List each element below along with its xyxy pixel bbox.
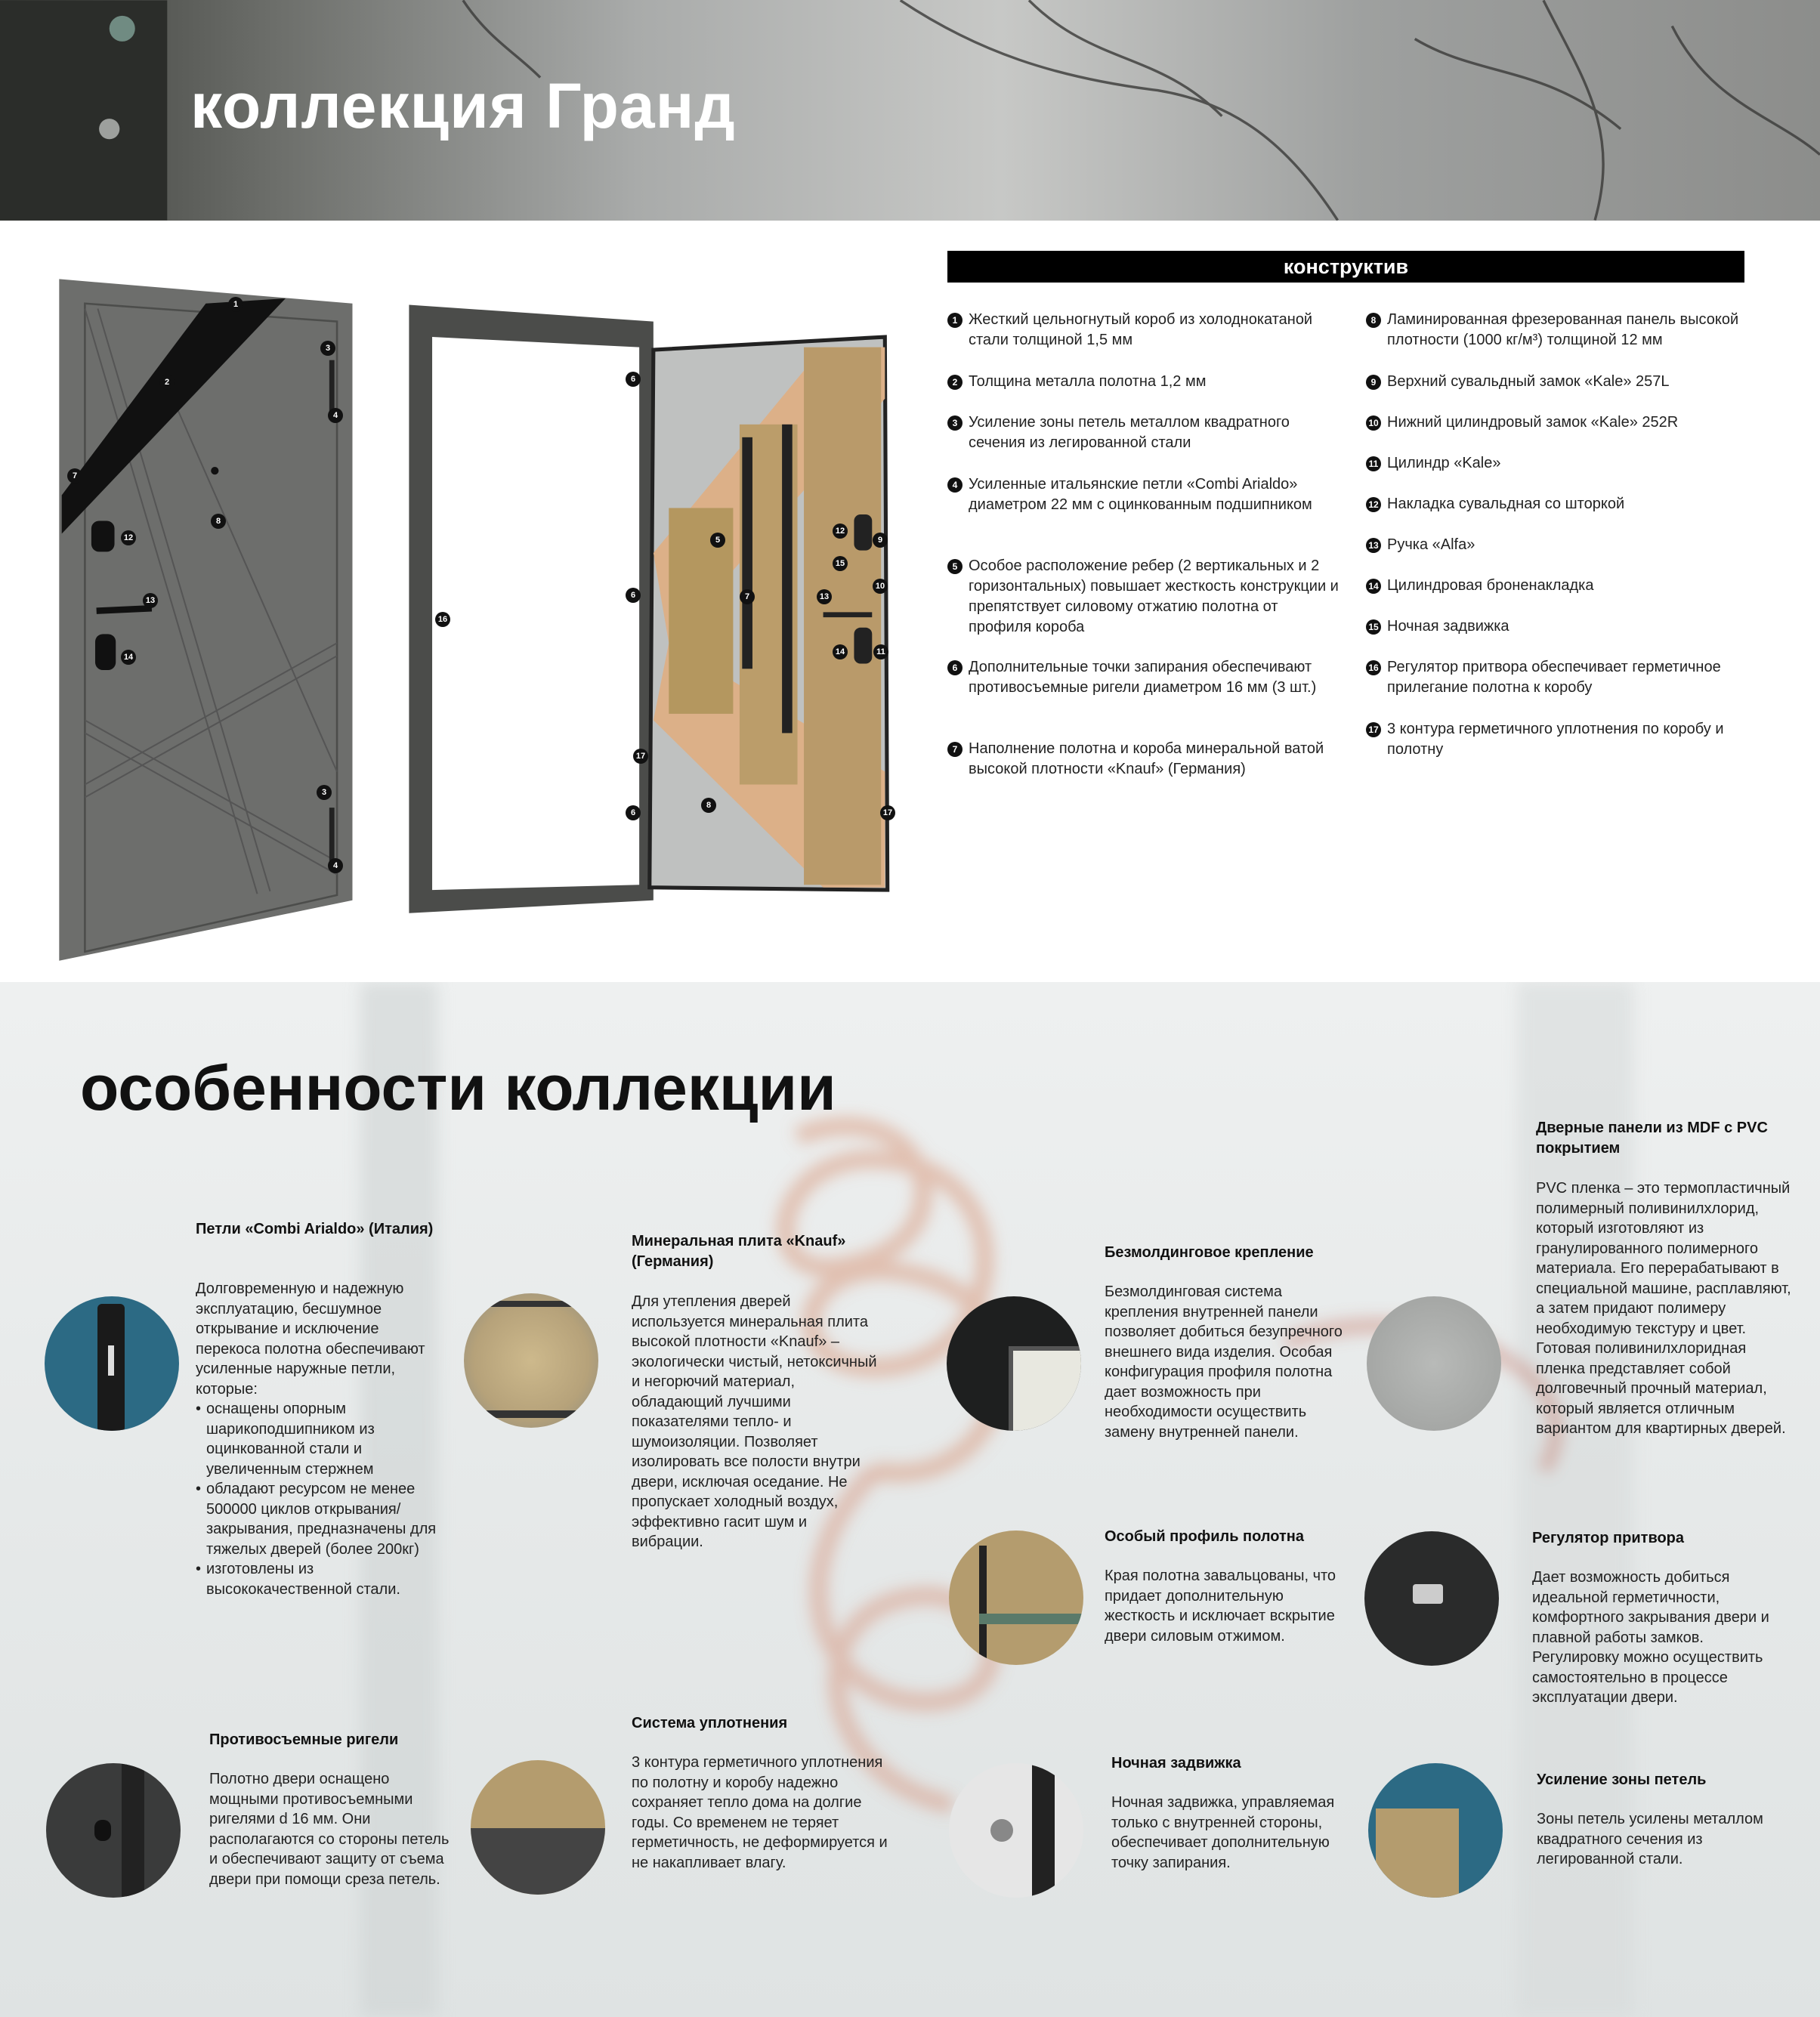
marker: 16: [435, 612, 450, 627]
number-badge: 11: [1366, 456, 1381, 471]
feature-text: Края полотна завальцованы, что придает дополнительную жесткость и исключает вскрытие двери силовым отжимом.: [1105, 1568, 1336, 1645]
feature-title: Система уплотнения: [632, 1715, 788, 1731]
number-badge: 16: [1366, 660, 1381, 675]
bullet: • обладают ресурсом не менее 500000 циклов открывания/ закрывания, предназначены для тяжелых дверей (более 200кг): [196, 1479, 445, 1559]
construction-item: [1366, 412, 1759, 433]
item-text: Накладка сувальдная со шторкой: [1387, 496, 1625, 512]
item-text: Особое расположение ребер (2 вертикальных и 2 горизонтальных) повышает жесткость конструкции и препятствует силовому отжатию полотна от профиля короба: [969, 558, 1339, 635]
marker: 7: [67, 468, 82, 483]
construction-item: [1366, 372, 1759, 392]
item-text: Толщина металла полотна 1,2 мм: [969, 373, 1207, 390]
feature-text: PVC пленка – это термопластичный полимерный поливинилхлорид, который изготовляют из гранулированного полимерного материала. Его перерабатывают в специальной машине, расплавляют, а затем придают полимеру необходимую текстуру и цвет. Готовая поливинилхлоридная пленка представляет собой долговечный прочный материал, который является отличным вариантом для квартирных дверей.: [1536, 1180, 1791, 1437]
bullet: • изготовлены из высококачественной стали.: [196, 1559, 445, 1599]
item-text: Регулятор притвора обеспечивает герметичное прилегание полотна к коробу: [1387, 659, 1721, 696]
construction-item: [947, 474, 1340, 515]
closing-regulator-image: [1364, 1531, 1499, 1666]
feature-title: Петли «Combi Arialdo» (Италия): [196, 1221, 434, 1237]
construction-heading: конструктив: [947, 251, 1744, 283]
item-text: Усиленные итальянские петли «Combi Arialdo» диаметром 22 мм с оцинкованным подшипником: [969, 476, 1312, 513]
number-badge: 3: [947, 415, 963, 431]
hinge-reinforcement-image: [1368, 1763, 1503, 1898]
anti-removal-bolts-image: [46, 1763, 181, 1898]
number-badge: 13: [1366, 538, 1381, 553]
construction-item: [947, 556, 1340, 638]
number-badge: 14: [1366, 579, 1381, 594]
number-badge: 12: [1366, 497, 1381, 512]
feature-bullets: [196, 1399, 445, 1599]
marker: 6: [626, 805, 641, 820]
marker: 17: [880, 805, 895, 820]
bullet: • оснащены опорным шарикоподшипником из оцинкованной стали и увеличенным стержнем: [196, 1399, 445, 1479]
mdf-panel-image: [1367, 1296, 1501, 1431]
features-heading: особенности коллекции: [80, 1052, 836, 1123]
open-door-interior: [409, 304, 887, 913]
marker: 12: [833, 524, 848, 539]
feature-title: Минеральная плита «Knauf» (Германия): [632, 1233, 846, 1270]
item-text: Нижний цилиндровый замок «Kale» 252R: [1387, 414, 1679, 431]
marker: 6: [626, 372, 641, 387]
feature-text: Для утепления дверей используется минеральная плита высокой плотности «Knauf» – экологически чистый, нетоксичный и негорючий материал, обладающий лучшими показателями тепло- и шумоизоляции. Позволяет изолировать все полости внутри двери, исключая оседание. Не пропускает холодный воздух, эффективно гасит шум и вибрации.: [632, 1293, 877, 1550]
number-badge: 4: [947, 477, 963, 493]
item-text: Цилиндровая броненакладка: [1387, 577, 1594, 594]
item-text: Жесткий цельногнутый короб из холоднокатаной стали толщиной 1,5 мм: [969, 311, 1313, 348]
feature-title: Усиление зоны петель: [1537, 1771, 1707, 1788]
number-badge: 8: [1366, 313, 1381, 328]
item-text: 3 контура герметичного уплотнения по коробу и полотну: [1387, 721, 1724, 758]
construction-item: [1366, 657, 1759, 698]
construction-item: [947, 372, 1340, 392]
marker: 2: [159, 375, 175, 390]
construction-item: [1366, 310, 1759, 351]
feature-text: Дает возможность добиться идеальной герметичности, комфортного закрывания двери и плавной работы замков. Регулировку можно осуществить самостоятельно в процессе эксплуатации двери.: [1532, 1569, 1769, 1706]
feature-title: Регулятор притвора: [1532, 1530, 1685, 1546]
item-text: Верхний сувальдный замок «Kale» 257L: [1387, 373, 1670, 390]
number-badge: 10: [1366, 415, 1381, 431]
feature-title: Безмолдинговое крепление: [1105, 1244, 1314, 1261]
feature-title: Особый профиль полотна: [1105, 1528, 1305, 1545]
number-badge: 1: [947, 313, 963, 328]
construction-item: [947, 412, 1340, 453]
marker: 17: [633, 749, 648, 764]
marker: 8: [701, 798, 716, 813]
marker: 4: [328, 408, 343, 423]
mineral-wool-image: [464, 1293, 598, 1428]
construction-item: [947, 310, 1340, 351]
marker: 3: [317, 785, 332, 800]
number-badge: 7: [947, 742, 963, 757]
feature-description: Долговременную и надежную эксплуатацию, бесшумное открывание и исключение перекоса полотна обеспечивают усиленные наружные петли, которые:: [196, 1280, 425, 1398]
feature-title: Дверные панели из MDF с PVC покрытием: [1536, 1120, 1768, 1157]
feature-text: 3 контура герметичного уплотнения по полотну и коробу надежно сохраняет тепло дома на долгие годы. Со временем не теряет герметичность, не деформируется и не накапливает влагу.: [632, 1754, 888, 1871]
feature-title: Противосъемные ригели: [209, 1731, 399, 1748]
marker: 8: [211, 514, 226, 529]
construction-item: [1366, 535, 1759, 555]
sealing-system-image: [471, 1760, 605, 1895]
marker: 14: [833, 644, 848, 659]
feature-text: Зоны петель усилены металлом квадратного сечения из легированной стали.: [1537, 1811, 1763, 1867]
construction-item: [1366, 494, 1759, 514]
construction-item: [1366, 616, 1759, 637]
marker: 13: [143, 593, 158, 608]
item-text: Усиление зоны петель металлом квадратного сечения из легированной стали: [969, 414, 1290, 451]
construction-item: [1366, 719, 1759, 760]
marker: 5: [710, 533, 725, 548]
marker: 15: [833, 556, 848, 571]
number-badge: 5: [947, 559, 963, 574]
item-text: Ламинированная фрезерованная панель высокой плотности (1000 кг/м³) толщиной 12 мм: [1387, 311, 1739, 348]
marker: 4: [328, 858, 343, 873]
marker: 6: [626, 588, 641, 603]
construction-item: [947, 739, 1340, 780]
marker: 12: [121, 530, 136, 545]
item-text: Дополнительные точки запирания обеспечивают противосъемные ригели диаметром 16 мм (3 шт.): [969, 659, 1317, 696]
feature-text: [196, 1279, 445, 1599]
marker: 14: [121, 650, 136, 665]
marker: 10: [873, 579, 888, 594]
feature-title: Ночная задвижка: [1111, 1755, 1241, 1771]
item-text: Наполнение полотна и короба минеральной ватой высокой плотности «Knauf» (Германия): [969, 740, 1324, 777]
collection-title: коллекция Гранд: [190, 70, 736, 141]
item-text: Цилиндр «Kale»: [1387, 455, 1501, 471]
number-badge: 6: [947, 660, 963, 675]
marker: 11: [873, 644, 888, 659]
construction-item: [1366, 576, 1759, 596]
number-badge: 2: [947, 375, 963, 390]
item-text: Ручка «Alfa»: [1387, 536, 1475, 553]
item-text: Ночная задвижка: [1387, 618, 1509, 635]
number-badge: 17: [1366, 722, 1381, 737]
marker: 9: [873, 533, 888, 548]
feature-text: Безмолдинговая система крепления внутренней панели позволяет добиться безупречного внешнего вида изделия. Особая конфигурация профиля полотна дает возможность при необходимости осуществить замену внутренней панели.: [1105, 1283, 1343, 1441]
number-badge: 15: [1366, 619, 1381, 635]
moldingless-panel-image: [947, 1296, 1081, 1431]
number-badge: 9: [1366, 375, 1381, 390]
door-illustrations: [0, 0, 1820, 982]
feature-text: Ночная задвижка, управляемая только с внутренней стороны, обеспечивает дополнительную точку запирания.: [1111, 1794, 1335, 1871]
marker: 3: [320, 341, 335, 356]
construction-item: [947, 657, 1340, 698]
marker: 13: [817, 589, 832, 604]
night-latch-image: [949, 1763, 1083, 1898]
construction-item: [1366, 453, 1759, 474]
feature-text: Полотно двери оснащено мощными противосъемными ригелями d 16 мм. Они располагаются со стороны петель и обеспечивают защиту от съема двери при помощи среза петель.: [209, 1771, 450, 1888]
door-profile-image: [949, 1531, 1083, 1665]
marker: 1: [228, 297, 243, 312]
hinge-image: [45, 1296, 179, 1431]
closed-door-exterior: [59, 279, 352, 960]
marker: 7: [740, 589, 755, 604]
